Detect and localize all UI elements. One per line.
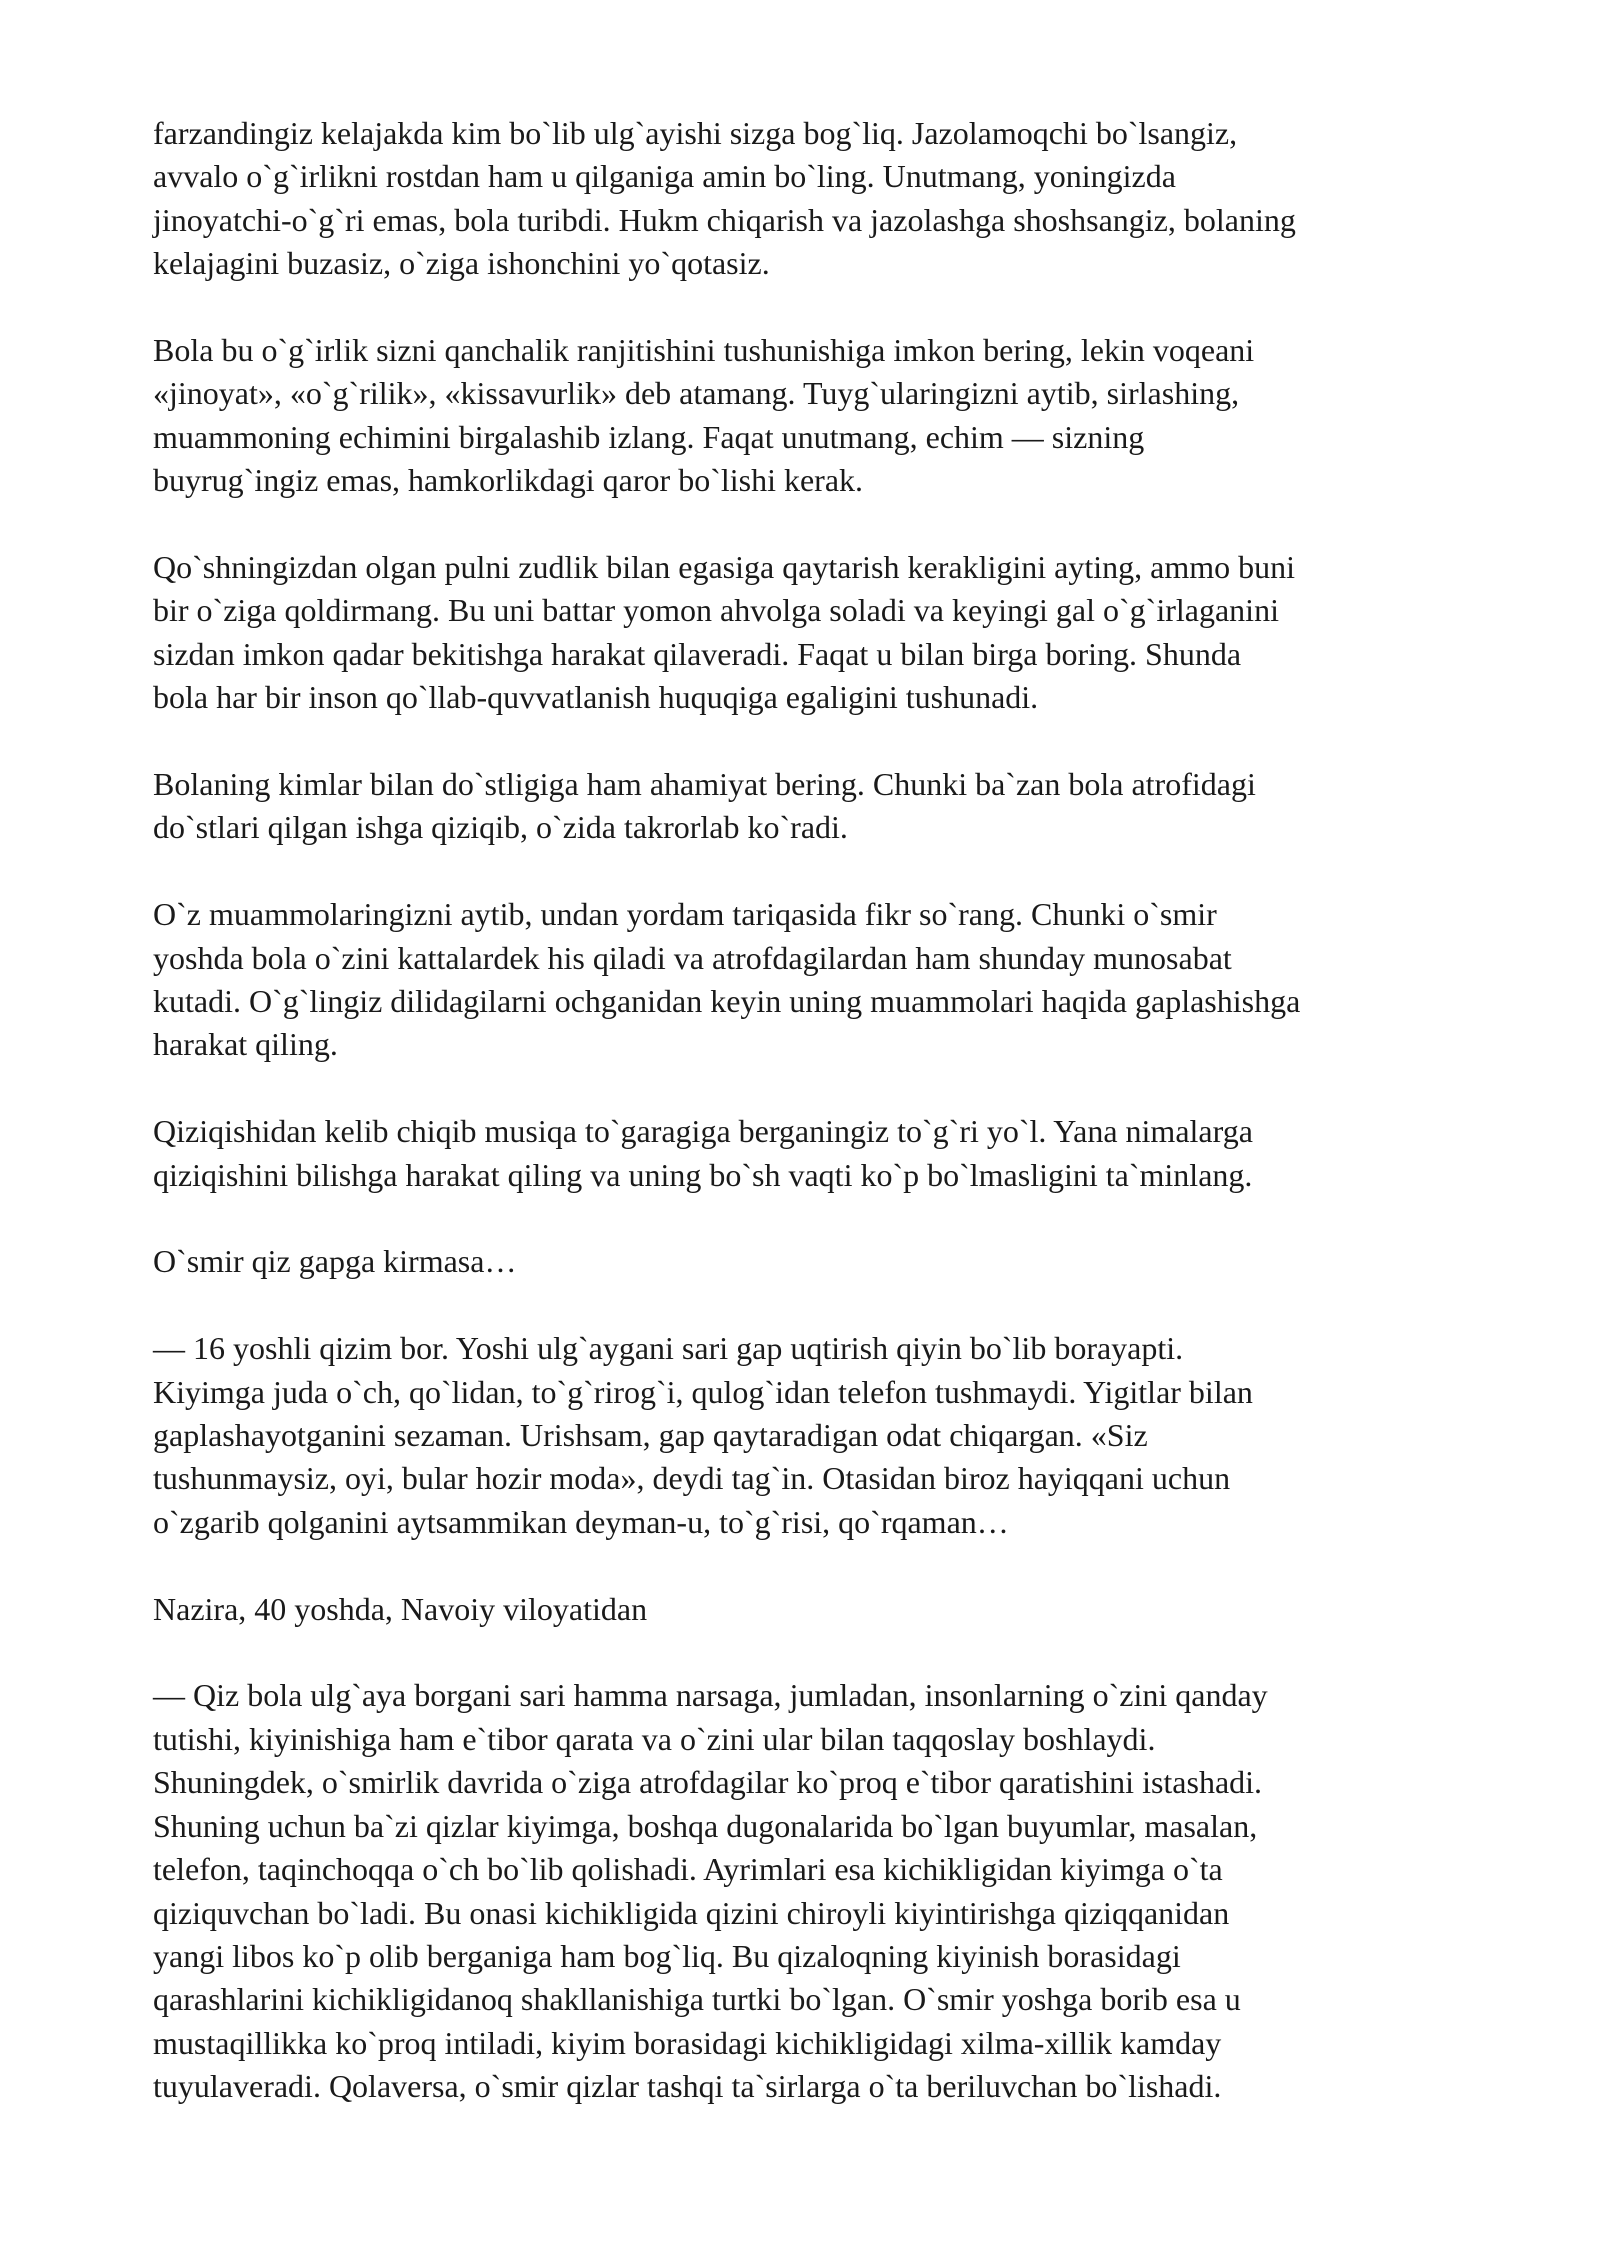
- text-line: O`smir qiz gapga kirmasa…: [153, 1243, 517, 1280]
- paragraph-interests-advice: [153, 1110, 1513, 1197]
- text-line: Bolaning kimlar bilan do`stligiga ham ahamiyat bering. Chunki ba`zan bola atrofidagi: [153, 766, 1256, 803]
- text-line: tuyulaveradi. Qolaversa, o`smir qizlar tashqi ta`sirlarga o`ta beriluvchan bo`lishadi.: [153, 2068, 1222, 2105]
- text-line: Shuning uchun ba`zi qizlar kiyimga, boshqa dugonalarida bo`lgan buyumlar, masalan,: [153, 1807, 1258, 1844]
- text-line: mustaqillikka ko`proq intiladi, kiyim borasidagi kichikligidagi xilma-xillik kamday: [153, 2024, 1222, 2061]
- text-line: kelajagini buzasiz, o`ziga ishonchini yo`qotasiz.: [153, 245, 770, 282]
- text-line: Qo`shningizdan olgan pulni zudlik bilan egasiga qaytarish kerakligini ayting, ammo buni: [153, 549, 1295, 586]
- text-line: Shuningdek, o`smirlik davrida o`ziga atrofdagilar ko`proq e`tibor qaratishini istashadi.: [153, 1764, 1263, 1801]
- text-line: O`z muammolaringizni aytib, undan yordam tariqasida fikr so`rang. Chunki o`smir: [153, 896, 1217, 933]
- text-line: qiziquvchan bo`ladi. Bu onasi kichikligida qizini chiroyli kiyintirishga qiziqqanidan: [153, 1894, 1230, 1931]
- text-line: yoshda bola o`zini kattalardek his qiladi va atrofdagilardan ham shunday munosabat: [153, 939, 1232, 976]
- text-line: Kiyimga juda o`ch, qo`lidan, to`g`rirog`i, qulog`idan telefon tushmaydi. Yigitlar bilan: [153, 1373, 1253, 1410]
- paragraph-feelings-advice: [153, 329, 1513, 503]
- text-line: kutadi. O`g`lingiz dilidagilarni ochganidan keyin uning muammolari haqida gaplashishga: [153, 983, 1301, 1020]
- text-line: avvalo o`g`irlikni rostdan ham u qilganiga amin bo`ling. Unutmang, yoningizda: [153, 158, 1176, 195]
- text-line: Bola bu o`g`irlik sizni qanchalik ranjitishini tushunishiga imkon bering, lekin voqeani: [153, 332, 1255, 369]
- text-line: «jinoyat», «o`g`rilik», «kissavurlik» deb atamang. Tuyg`ularingizni aytib, sirlashing,: [153, 375, 1240, 412]
- text-line: yangi libos ko`p olib berganiga ham bog`liq. Bu qizaloqning kiyinish borasidagi: [153, 1937, 1181, 1974]
- text-line: qarashlarini kichikligidanoq shakllanishiga turtki bo`lgan. O`smir yoshga borib esa u: [153, 1981, 1241, 2018]
- paragraph-punishment-advice: [153, 112, 1513, 286]
- text-line: tutishi, kiyinishiga ham e`tibor qarata va o`zini ular bilan taqqoslay boshlaydi.: [153, 1720, 1156, 1757]
- text-line: qiziqishini bilishga harakat qiling va uning bo`sh vaqti ko`p bo`lmasligini ta`minlang.: [153, 1156, 1253, 1193]
- reader-signature: [153, 1588, 1513, 1631]
- text-line: muammoning echimini birgalashib izlang. Faqat unutmang, echim — sizning: [153, 418, 1145, 455]
- text-line: tushunmaysiz, oyi, bular hozir moda», deydi tag`in. Otasidan biroz hayiqqani uchun: [153, 1460, 1231, 1497]
- text-line: do`stlari qilgan ishga qiziqib, o`zida takrorlab ko`radi.: [153, 809, 848, 846]
- text-line: gaplashayotganini sezaman. Urishsam, gap qaytaradigan odat chiqargan. «Siz: [153, 1417, 1148, 1454]
- text-line: harakat qiling.: [153, 1026, 338, 1063]
- text-line: — 16 yoshli qizim bor. Yoshi ulg`aygani sari gap uqtirish qiyin bo`lib borayapti.: [153, 1330, 1184, 1367]
- text-line: farzandingiz kelajakda kim bo`lib ulg`ayishi sizga bog`liq. Jazolamoqchi bo`lsangiz,: [153, 115, 1238, 151]
- paragraph-reader-question: [153, 1327, 1513, 1544]
- text-line: bola har bir inson qo`llab-quvvatlanish huquqiga egaligini tushunadi.: [153, 679, 1039, 716]
- text-line: bir o`ziga qoldirmang. Bu uni battar yomon ahvolga soladi va keyingi gal o`g`irlaganini: [153, 592, 1279, 629]
- paragraph-friends-advice: [153, 763, 1513, 850]
- section-heading: [153, 1240, 1513, 1283]
- text-line: buyrug`ingiz emas, hamkorlikdagi qaror bo`lishi kerak.: [153, 462, 864, 499]
- document-page: [153, 112, 1513, 2152]
- paragraph-return-money-advice: [153, 546, 1513, 720]
- paragraph-expert-answer: [153, 1674, 1513, 2108]
- text-line: sizdan imkon qadar bekitishga harakat qilaveradi. Faqat u bilan birga boring. Shunda: [153, 635, 1242, 672]
- text-line: telefon, taqinchoqqa o`ch bo`lib qolishadi. Ayrimlari esa kichikligidan kiyimga o`ta: [153, 1851, 1223, 1888]
- text-line: jinoyatchi-o`g`ri emas, bola turibdi. Hukm chiqarish va jazolashga shoshsangiz, bolaning: [153, 201, 1296, 238]
- text-line: Nazira, 40 yoshda, Navoiy viloyatidan: [153, 1590, 648, 1627]
- text-line: — Qiz bola ulg`aya borgani sari hamma narsaga, jumladan, insonlarning o`zini qanday: [153, 1677, 1268, 1714]
- text-line: o`zgarib qolganini aytsammikan deyman-u, to`g`risi, qo`rqaman…: [153, 1503, 1009, 1540]
- paragraph-share-problems-advice: [153, 893, 1513, 1067]
- text-line: Qiziqishidan kelib chiqib musiqa to`garagiga berganingiz to`g`ri yo`l. Yana nimalarga: [153, 1113, 1253, 1150]
